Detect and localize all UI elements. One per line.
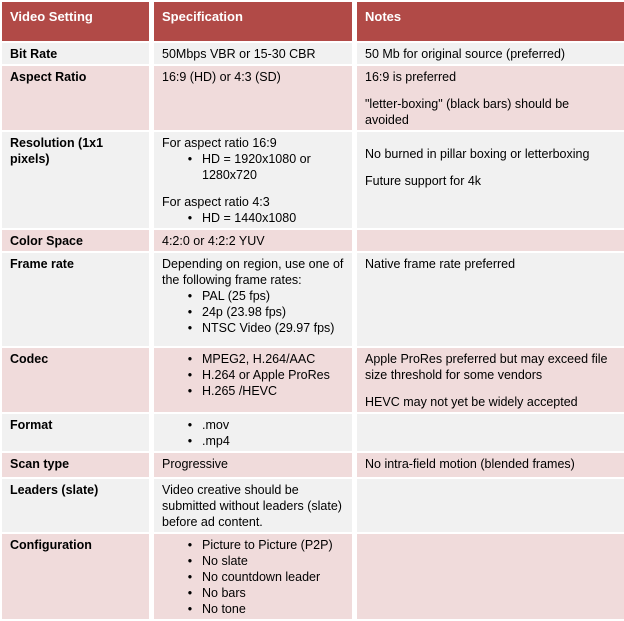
resolution-paragraph: For aspect ratio 4:3 bbox=[162, 195, 270, 209]
bullet-icon: • bbox=[187, 368, 193, 382]
setting-label: Leaders (slate) bbox=[10, 483, 99, 497]
frame-rate-bullet-item bbox=[162, 288, 344, 304]
table-row-scan-type bbox=[2, 453, 624, 479]
cell-setting-resolution bbox=[2, 132, 154, 230]
bullet-icon: • bbox=[187, 321, 193, 335]
frame-rate-paragraph: Depending on region, use one of the following frame rates: bbox=[162, 257, 344, 287]
cell-spec-format bbox=[154, 414, 357, 453]
bullet-icon: • bbox=[187, 384, 193, 398]
table-row-frame-rate bbox=[2, 253, 624, 348]
table-row-codec bbox=[2, 348, 624, 414]
aspect-ratio-note: 16:9 is preferred bbox=[365, 70, 457, 84]
color-space-paragraph: 4:2:0 or 4:2:2 YUV bbox=[162, 234, 265, 248]
bullet-icon: • bbox=[187, 305, 193, 319]
bullet-icon: • bbox=[187, 586, 193, 600]
format-bullet-text: .mp4 bbox=[202, 434, 230, 448]
bullet-icon: • bbox=[187, 570, 193, 584]
scan-type-note: No intra-field motion (blended frames) bbox=[365, 457, 575, 471]
bullet-icon: • bbox=[187, 538, 193, 552]
resolution-paragraph: For aspect ratio 16:9 bbox=[162, 136, 277, 150]
table-row-resolution bbox=[2, 132, 624, 230]
bullet-icon: • bbox=[187, 211, 193, 225]
bullet-icon: • bbox=[187, 418, 193, 432]
cell-spec-color-space bbox=[154, 230, 357, 253]
setting-label: Configuration bbox=[10, 538, 92, 552]
leaders-slate-paragraph: Video creative should be submitted without leaders (slate) before ad content. bbox=[162, 483, 342, 529]
aspect-ratio-note-spacer bbox=[365, 85, 616, 96]
cell-notes-frame-rate bbox=[357, 253, 624, 348]
table-row-aspect-ratio bbox=[2, 66, 624, 132]
resolution-note-spacer bbox=[365, 162, 616, 173]
configuration-bullet-text: No tone bbox=[202, 602, 246, 616]
format-bullet-item bbox=[162, 417, 344, 433]
cell-spec-bit-rate bbox=[154, 43, 357, 66]
resolution-note-spacer bbox=[365, 135, 616, 146]
cell-spec-configuration bbox=[154, 534, 357, 621]
configuration-bullet-item bbox=[162, 553, 344, 569]
cell-spec-scan-type bbox=[154, 453, 357, 479]
video-settings-table bbox=[2, 2, 624, 621]
cell-spec-frame-rate bbox=[154, 253, 357, 348]
setting-label: Frame rate bbox=[10, 257, 74, 271]
table-row-color-space bbox=[2, 230, 624, 253]
aspect-ratio-paragraph: 16:9 (HD) or 4:3 (SD) bbox=[162, 70, 281, 84]
frame-rate-bullet-item bbox=[162, 320, 344, 336]
setting-label: Bit Rate bbox=[10, 47, 58, 61]
cell-setting-bit-rate bbox=[2, 43, 154, 66]
cell-notes-resolution bbox=[357, 132, 624, 230]
frame-rate-note: Native frame rate preferred bbox=[365, 257, 516, 271]
codec-bullet-item bbox=[162, 383, 344, 399]
resolution-bullet-item bbox=[162, 151, 344, 183]
frame-rate-bullet-text: PAL (25 fps) bbox=[202, 289, 271, 303]
header-specification: Specification bbox=[154, 2, 357, 43]
bit-rate-note: 50 Mb for original source (preferred) bbox=[365, 47, 566, 61]
cell-notes-format bbox=[357, 414, 624, 453]
header-video-setting: Video Setting bbox=[2, 2, 154, 43]
configuration-bullet-item bbox=[162, 569, 344, 585]
resolution-bullet-text: HD = 1920x1080 or 1280x720 bbox=[202, 152, 311, 182]
bullet-icon: • bbox=[187, 289, 193, 303]
configuration-bullet-text: No countdown leader bbox=[202, 570, 321, 584]
codec-note-spacer bbox=[365, 383, 616, 394]
table-row-format bbox=[2, 414, 624, 453]
cell-notes-configuration bbox=[357, 534, 624, 621]
cell-setting-configuration bbox=[2, 534, 154, 621]
setting-label: Resolution (1x1 pixels) bbox=[10, 136, 104, 166]
codec-bullet-item bbox=[162, 367, 344, 383]
cell-spec-leaders-slate bbox=[154, 479, 357, 534]
configuration-bullet-text: Picture to Picture (P2P) bbox=[202, 538, 333, 552]
resolution-bullet-text: HD = 1440x1080 bbox=[202, 211, 297, 225]
codec-bullet-text: H.264 or Apple ProRes bbox=[202, 368, 330, 382]
format-bullet-item bbox=[162, 433, 344, 449]
cell-setting-leaders-slate bbox=[2, 479, 154, 534]
cell-notes-codec bbox=[357, 348, 624, 414]
codec-bullet-item bbox=[162, 351, 344, 367]
format-bullet-text: .mov bbox=[202, 418, 230, 432]
cell-spec-aspect-ratio bbox=[154, 66, 357, 132]
cell-setting-codec bbox=[2, 348, 154, 414]
configuration-bullet-text: No slate bbox=[202, 554, 248, 568]
cell-setting-scan-type bbox=[2, 453, 154, 479]
resolution-note: No burned in pillar boxing or letterboxing bbox=[365, 147, 590, 161]
setting-label: Codec bbox=[10, 352, 49, 366]
cell-notes-scan-type bbox=[357, 453, 624, 479]
aspect-ratio-note: "letter-boxing" (black bars) should be avoided bbox=[365, 97, 570, 127]
configuration-bullet-text: No bars bbox=[202, 586, 246, 600]
cell-spec-resolution bbox=[154, 132, 357, 230]
bullet-icon: • bbox=[187, 602, 193, 616]
setting-label: Format bbox=[10, 418, 53, 432]
setting-label: Aspect Ratio bbox=[10, 70, 87, 84]
cell-notes-aspect-ratio bbox=[357, 66, 624, 132]
codec-bullet-text: MPEG2, H.264/AAC bbox=[202, 352, 316, 366]
cell-notes-bit-rate bbox=[357, 43, 624, 66]
table-row-bit-rate bbox=[2, 43, 624, 66]
cell-notes-color-space bbox=[357, 230, 624, 253]
cell-setting-aspect-ratio bbox=[2, 66, 154, 132]
scan-type-paragraph: Progressive bbox=[162, 457, 228, 471]
cell-setting-format bbox=[2, 414, 154, 453]
header-notes: Notes bbox=[357, 2, 624, 43]
setting-label: Scan type bbox=[10, 457, 70, 471]
cell-setting-frame-rate bbox=[2, 253, 154, 348]
configuration-bullet-item bbox=[162, 585, 344, 601]
bullet-icon: • bbox=[187, 554, 193, 568]
frame-rate-bullet-text: 24p (23.98 fps) bbox=[202, 305, 287, 319]
resolution-spacer bbox=[162, 183, 344, 194]
table-row-leaders-slate bbox=[2, 479, 624, 534]
cell-notes-leaders-slate bbox=[357, 479, 624, 534]
codec-note: HEVC may not yet be widely accepted bbox=[365, 395, 578, 409]
bit-rate-paragraph: 50Mbps VBR or 15-30 CBR bbox=[162, 47, 316, 61]
resolution-note: Future support for 4k bbox=[365, 174, 482, 188]
configuration-bullet-item bbox=[162, 537, 344, 553]
resolution-bullet-item bbox=[162, 210, 344, 226]
bullet-icon: • bbox=[187, 152, 193, 166]
bullet-icon: • bbox=[187, 434, 193, 448]
cell-setting-color-space bbox=[2, 230, 154, 253]
setting-label: Color Space bbox=[10, 234, 83, 248]
table-body bbox=[2, 43, 624, 621]
codec-note: Apple ProRes preferred but may exceed file size threshold for some vendors bbox=[365, 352, 608, 382]
codec-bullet-text: H.265 /HEVC bbox=[202, 384, 278, 398]
frame-rate-bullet-item bbox=[162, 304, 344, 320]
bullet-icon: • bbox=[187, 352, 193, 366]
cell-spec-codec bbox=[154, 348, 357, 414]
table-header-row bbox=[2, 2, 624, 43]
configuration-bullet-item bbox=[162, 601, 344, 617]
table-row-configuration bbox=[2, 534, 624, 621]
frame-rate-bullet-text: NTSC Video (29.97 fps) bbox=[202, 321, 335, 335]
